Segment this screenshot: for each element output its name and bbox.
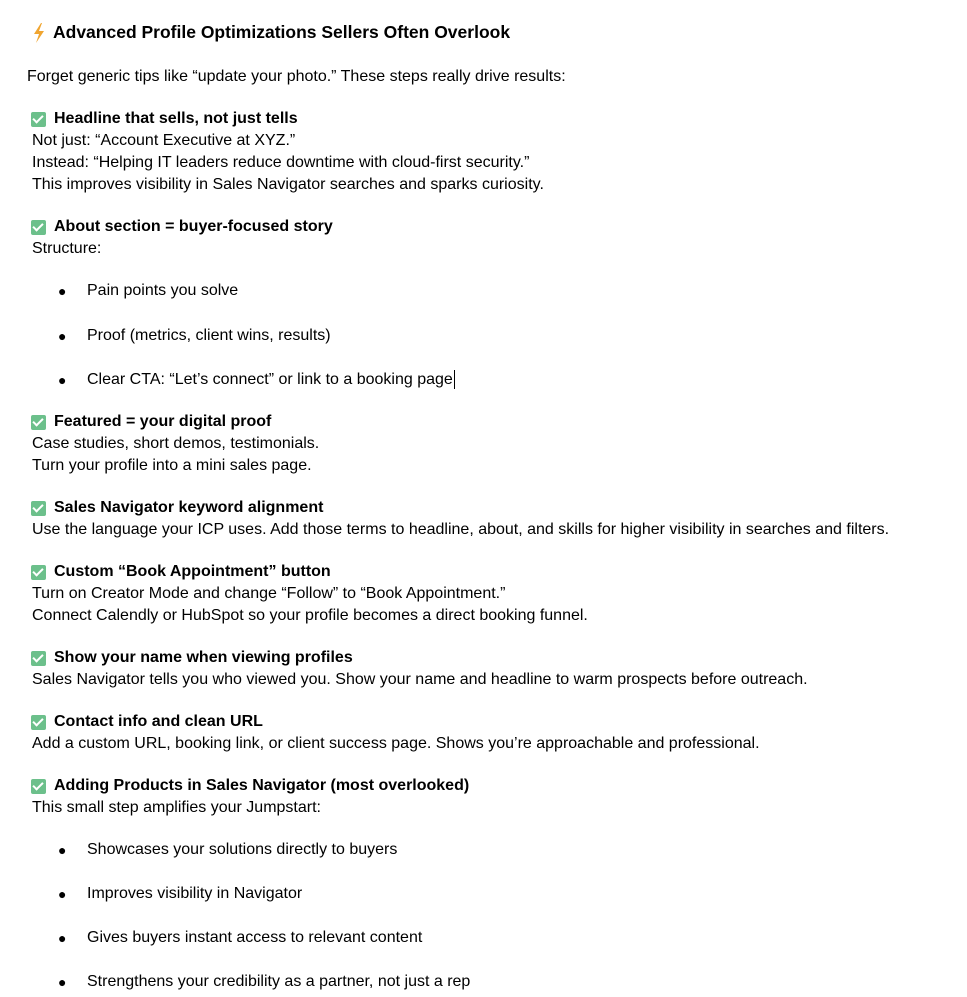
bullet-icon: ● — [58, 974, 67, 990]
body-text-line: Turn on Creator Mode and change “Follow” to “Book Appointment.” — [32, 585, 506, 602]
list-item-text: Improves visibility in Navigator — [87, 885, 303, 902]
bullet-icon: ● — [58, 886, 67, 902]
list-item — [58, 281, 238, 301]
intro-paragraph: Forget generic tips like “update your photo.” These steps really drive results: — [27, 68, 566, 85]
body-text-line: Case studies, short demos, testimonials. — [32, 435, 320, 452]
section-heading-text: Contact info and clean URL — [54, 713, 263, 730]
section-heading-text: Headline that sells, not just tells — [54, 110, 298, 127]
check-mark-icon — [31, 565, 46, 580]
bullet-icon: ● — [58, 372, 67, 388]
list-item-text: Strengthens your credibility as a partner, not just a rep — [87, 973, 471, 990]
list-item — [58, 370, 455, 390]
body-text-line: Structure: — [32, 240, 102, 257]
body-text-line: Instead: “Helping IT leaders reduce downtime with cloud-first security.” — [32, 154, 530, 171]
section-heading-text: Featured = your digital proof — [54, 413, 272, 430]
check-mark-icon — [31, 415, 46, 430]
list-item — [58, 884, 302, 904]
document-title-text: Advanced Profile Optimizations Sellers Often Overlook — [53, 22, 511, 42]
section-heading — [31, 109, 298, 129]
section-heading-text: Sales Navigator keyword alignment — [54, 499, 324, 516]
bullet-icon: ● — [58, 930, 67, 946]
section-heading — [31, 562, 331, 582]
section-heading-text: Custom “Book Appointment” button — [54, 563, 331, 580]
list-item — [58, 972, 470, 992]
section-heading — [31, 648, 353, 668]
check-mark-icon — [31, 501, 46, 516]
section-heading — [31, 712, 263, 732]
body-text-line: Add a custom URL, booking link, or client success page. Shows you’re approachable and professional. — [32, 735, 760, 752]
text-cursor — [454, 370, 456, 389]
list-item-text: Gives buyers instant access to relevant content — [87, 929, 423, 946]
section-heading — [31, 412, 271, 432]
check-mark-icon — [31, 651, 46, 666]
body-text-line: Sales Navigator tells you who viewed you. Show your name and headline to warm prospects before outreach. — [32, 671, 808, 688]
list-item-text: Pain points you solve — [87, 282, 239, 299]
list-item — [58, 840, 397, 860]
list-item — [58, 928, 422, 948]
body-text-line: Turn your profile into a mini sales page. — [32, 457, 312, 474]
list-item — [58, 326, 331, 346]
list-item-text: Clear CTA: “Let’s connect” or link to a booking page — [87, 371, 453, 388]
bullet-icon: ● — [58, 283, 67, 299]
lightning-bolt-icon — [32, 23, 46, 43]
bullet-icon: ● — [58, 842, 67, 858]
section-heading-text: About section = buyer-focused story — [54, 218, 333, 235]
section-heading — [31, 776, 469, 796]
check-mark-icon — [31, 779, 46, 794]
check-mark-icon — [31, 715, 46, 730]
bullet-icon: ● — [58, 328, 67, 344]
list-item-text: Showcases your solutions directly to buyers — [87, 841, 398, 858]
section-heading-text: Show your name when viewing profiles — [54, 649, 353, 666]
body-text-line: This improves visibility in Sales Navigator searches and sparks curiosity. — [32, 176, 544, 193]
body-text-line: Not just: “Account Executive at XYZ.” — [32, 132, 296, 149]
section-heading-text: Adding Products in Sales Navigator (most overlooked) — [54, 777, 470, 794]
list-item-text: Proof (metrics, client wins, results) — [87, 327, 331, 344]
check-mark-icon — [31, 220, 46, 235]
check-mark-icon — [31, 112, 46, 127]
body-text-line: This small step amplifies your Jumpstart: — [32, 799, 321, 816]
body-text-line: Connect Calendly or HubSpot so your profile becomes a direct booking funnel. — [32, 607, 588, 624]
section-heading — [31, 217, 333, 237]
document-title — [32, 22, 510, 43]
body-text-line: Use the language your ICP uses. Add those terms to headline, about, and skills for higher visibility in searches and filters. — [32, 521, 890, 538]
section-heading — [31, 498, 323, 518]
